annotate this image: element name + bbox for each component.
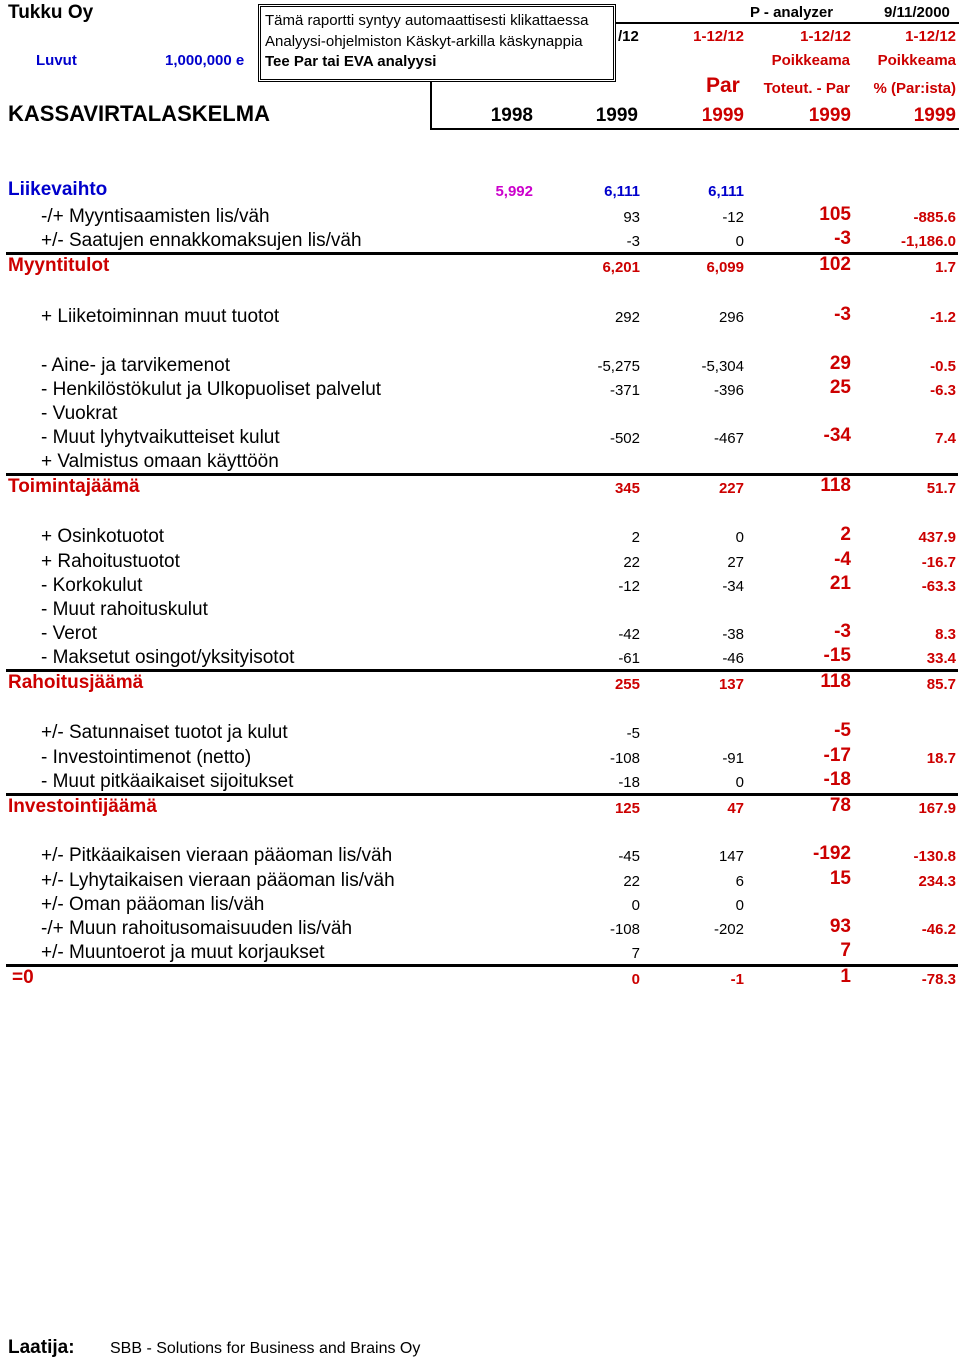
row-label: Rahoitusjäämä [8,672,144,693]
cell-c2: -45 [618,848,640,865]
year-1: 1998 [490,105,533,126]
cell-c3: -1 [730,971,744,988]
cell-c5: 33.4 [926,650,956,667]
table-row [0,353,960,377]
cell-c2: 125 [614,800,640,817]
note-line-2: Analyysi-ohjelmiston Käskyt-arkilla käskynappia [265,33,583,50]
row-label: + Liiketoiminnan muut tuotot [41,306,280,327]
cell-c5: -1.2 [930,309,956,326]
row-label: -/+ Myyntisaamisten lis/väh [41,206,270,227]
cell-c2: -18 [618,774,640,791]
cell-c3: 6,111 [708,183,744,200]
row-label: - Investointimenot (netto) [41,747,252,768]
cell-c4: -17 [823,745,851,766]
cell-c3: 6,099 [706,259,744,276]
cell-c4: 25 [829,377,851,398]
col-period-3: 1-12/12 [800,28,851,45]
table-row [0,795,960,819]
cell-c4: 15 [829,868,851,889]
cell-c4: -5 [834,720,851,741]
table-row [0,892,960,916]
units-value: 1,000,000 e [165,52,245,69]
cell-c2: 7 [631,945,640,962]
cell-c3: -202 [713,921,744,938]
cell-c2: 255 [614,676,640,693]
cell-c5: -6.3 [930,382,956,399]
cell-c2: 6,201 [602,259,640,276]
cell-c2: 2 [631,529,640,546]
cell-c5: 51.7 [926,480,956,497]
row-label: +/- Saatujen ennakkomaksujen lis/väh [41,230,362,251]
cell-c4: -3 [834,304,851,325]
cell-c5: -63.3 [921,578,956,595]
cell-c4: 118 [820,671,851,692]
row-label: - Muut pitkäaikaiset sijoitukset [41,771,294,792]
cell-c4: 21 [829,573,851,594]
year-4: 1999 [808,105,851,126]
table-row [0,769,960,793]
cell-c2: 22 [623,554,640,571]
cell-c4: 105 [819,204,851,225]
cell-c5: 7.4 [935,430,956,447]
row-label: - Aine- ja tarvikemenot [41,355,231,376]
table-row [0,425,960,449]
cell-c3: 137 [718,676,744,693]
table-row [0,573,960,597]
cell-c2: -12 [618,578,640,595]
cell-c3: 27 [727,554,744,571]
cell-c4: -15 [823,645,851,666]
cell-c2: -3 [626,233,640,250]
app-name: P - analyzer [750,4,834,21]
cell-c4: 29 [829,353,851,374]
table-row [0,597,960,621]
row-label: +/- Pitkäaikaisen vieraan pääoman lis/väh [41,845,393,866]
cell-c2: -5 [626,725,640,742]
cell-c5: 8.3 [935,626,956,643]
table-row [0,401,960,425]
year-2: 1999 [595,105,638,126]
cell-c5: 18.7 [926,750,956,767]
table-row [0,916,960,940]
row-label: -/+ Muun rahoitusomaisuuden lis/väh [41,918,353,939]
row-label: - Vuokrat [41,403,118,424]
cell-c4: 93 [829,916,851,937]
row-label: +/- Lyhytaikaisen vieraan pääoman lis/väh [41,870,395,891]
cell-c3: 296 [718,309,744,326]
cell-c5: -1,186.0 [900,233,956,250]
table-row [0,720,960,744]
cell-c3: 147 [718,848,744,865]
row-label: +/- Muuntoerot ja muut korjaukset [41,942,325,963]
cell-c4: -3 [834,621,851,642]
table-row [0,868,960,892]
year-5: 1999 [913,105,956,126]
cell-c4: -192 [812,843,851,864]
year-3: 1999 [701,105,744,126]
table-row [0,966,960,990]
cell-c2: 345 [614,480,640,497]
cell-c2: -5,275 [597,358,640,375]
cell-c5: -16.7 [921,554,956,571]
cell-c2: -371 [609,382,640,399]
cell-c2: -108 [609,750,640,767]
row-label: - Henkilöstökulut ja Ulkopuoliset palvelut [41,379,382,400]
col-poikkeama-1: Poikkeama [771,52,850,69]
col-period-2: 1-12/12 [693,28,744,45]
cell-c3: 47 [727,800,744,817]
row-label: +/- Satunnaiset tuotot ja kulut [41,722,288,743]
row-label: Liikevaihto [8,179,108,200]
cell-c4: 118 [820,475,851,496]
col-period-4: 1-12/12 [905,28,956,45]
row-label: +/- Oman pääoman lis/väh [41,894,265,915]
table-row [0,940,960,964]
row-label: - Korkokulut [41,575,143,596]
cell-c5: 85.7 [926,676,956,693]
prepared-label: Laatija: [8,1337,75,1358]
cell-c2: 22 [623,873,640,890]
cell-c2: -42 [618,626,640,643]
cell-c3: 0 [735,774,744,791]
cell-c3: 0 [735,233,744,250]
cell-c4: -4 [834,549,851,570]
cell-c4: 102 [819,254,851,275]
cell-c3: -91 [722,750,744,767]
cell-c1: 5,992 [495,183,533,200]
cell-c3: 227 [718,480,744,497]
table-row [0,377,960,401]
note-line-3: Tee Par tai EVA analyysi [265,53,437,70]
cell-c5: -130.8 [913,848,956,865]
col-pct: % (Par:ista) [873,80,956,97]
col-period-1: /12 [618,28,639,45]
table-row [0,645,960,669]
cell-c5: 437.9 [918,529,956,546]
row-label: + Valmistus omaan käyttöön [41,451,279,472]
cell-c3: -12 [722,209,744,226]
table-row [0,549,960,573]
cell-c3: -34 [722,578,744,595]
table-row [0,621,960,645]
cell-c3: 0 [735,529,744,546]
prepared-value: SBB - Solutions for Business and Brains Oy [110,1340,421,1357]
report-date: 9/11/2000 [884,4,950,21]
cell-c2: -61 [618,650,640,667]
cell-c3: -46 [722,650,744,667]
table-row [0,475,960,499]
row-label: =0 [12,967,34,988]
units-label: Luvut [36,52,77,69]
cell-c3: 0 [735,897,744,914]
cell-c2: 93 [623,209,640,226]
table-row [0,745,960,769]
table-row [0,304,960,328]
cell-c5: 1.7 [935,259,956,276]
row-label: - Verot [41,623,97,644]
cell-c5: -46.2 [921,921,956,938]
cell-c2: 0 [631,897,640,914]
row-label: Myyntitulot [8,255,110,276]
row-label: + Osinkotuotot [41,526,165,547]
cell-c5: -78.3 [921,971,956,988]
col-poikkeama-2: Poikkeama [877,52,956,69]
cell-c4: 1 [840,966,851,987]
row-label: + Rahoitustuotot [41,551,180,572]
cell-c2: 0 [631,971,640,988]
company-name: Tukku Oy [8,2,94,23]
cell-c3: 6 [735,873,744,890]
cell-c4: -34 [823,425,851,446]
header-frame-bottom [430,128,959,130]
table-row [0,449,960,473]
cell-c4: -3 [834,228,851,249]
cell-c2: -502 [609,430,640,447]
cell-c5: 167.9 [918,800,956,817]
cell-c4: -18 [823,769,851,790]
table-row [0,671,960,695]
row-label: Toimintajäämä [8,476,140,497]
row-label: Investointijäämä [8,796,157,817]
cell-c2: 6,111 [604,183,640,200]
row-label: - Muut lyhytvaikutteiset kulut [41,427,280,448]
col-par: Par [706,74,740,97]
cell-c4: 7 [840,940,851,961]
table-row [0,254,960,278]
table-row [0,204,960,228]
table-row [0,524,960,548]
cell-c3: -396 [713,382,744,399]
cell-c2: -108 [609,921,640,938]
row-label: - Maksetut osingot/yksityisotot [41,647,295,668]
cell-c2: 292 [614,309,640,326]
report-title: KASSAVIRTALASKELMA [8,101,270,126]
table-row [0,843,960,867]
cell-c4: 2 [840,524,851,545]
info-note-box [258,4,616,82]
table-row [0,178,960,202]
cell-c5: -885.6 [913,209,956,226]
cell-c3: -38 [722,626,744,643]
cell-c4: 78 [829,795,851,816]
note-line-1: Tämä raportti syntyy automaattisesti klikattaessa [265,12,589,29]
row-label: - Muut rahoituskulut [41,599,208,620]
cell-c3: -5,304 [701,358,744,375]
col-toteut-par: Toteut. - Par [763,80,850,97]
cell-c5: 234.3 [918,873,956,890]
table-row [0,228,960,252]
cell-c3: -467 [713,430,744,447]
cell-c5: -0.5 [930,358,956,375]
